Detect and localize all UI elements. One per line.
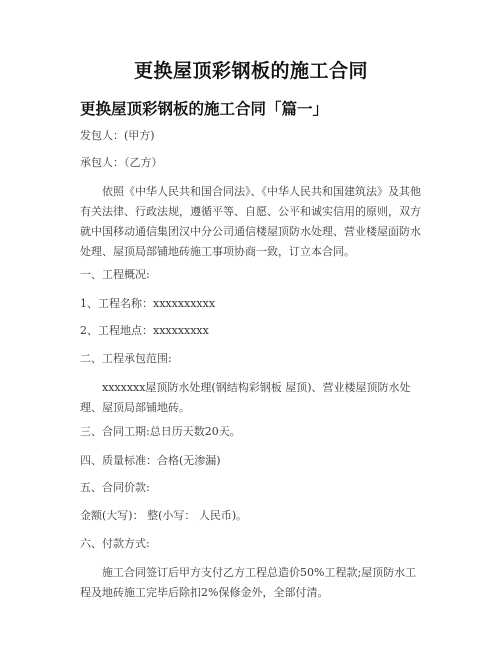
paragraph-amount: 金额(大写)： 整(小写： 人民币)。 (80, 509, 248, 522)
paragraph-quality: 四、质量标准：合格(无渗漏) (80, 454, 221, 467)
section-title: 更换屋顶彩钢板的施工合同「篇一」 (80, 99, 329, 118)
paragraph-employer: 发包人：(甲方) (80, 129, 155, 142)
paragraph-project-location: 2、工程地点：xxxxxxxxx (80, 324, 209, 337)
paragraph-heading-scope: 二、工程承包范围: (80, 352, 172, 365)
paragraph-scope: xxxxxxx屋顶防水处理(钢结构彩钢板 屋顶)、营业楼屋顶防水处理、屋顶局部铺地砖。 (80, 381, 411, 414)
paragraph-contractor: 承包人：（乙方） (80, 156, 163, 169)
paragraph-preamble: 依照《中华人民共和国合同法》、《中华人民共和国建筑法》及其他有关法律、行政法规，遵循平等、自愿、公平和诚实信用的原则，双方就中国移动通信集团汉中分公司通信楼屋顶防水处理、营业楼屋面防水处理、屋顶局部铺地砖施工事项协商一致，订立本合同。 (80, 185, 421, 258)
paragraph-heading-price: 五、合同价款: (80, 481, 150, 494)
paragraph-project-name: 1、工程名称：xxxxxxxxxx (80, 297, 216, 310)
paragraph-payment: 施工合同签订后甲方支付乙方工程总造价50%工程款;屋顶防水工程及地砖施工完毕后除扣2%保修金外，全部付清。 (80, 566, 417, 599)
paragraph-heading-overview: 一、工程概况: (80, 268, 150, 281)
paragraph-heading-payment: 六、付款方式: (80, 537, 150, 550)
document-title: 更换屋顶彩钢板的施工合同 (133, 60, 368, 82)
paragraph-duration: 三、合同工期:总日历天数20天。 (80, 425, 241, 438)
